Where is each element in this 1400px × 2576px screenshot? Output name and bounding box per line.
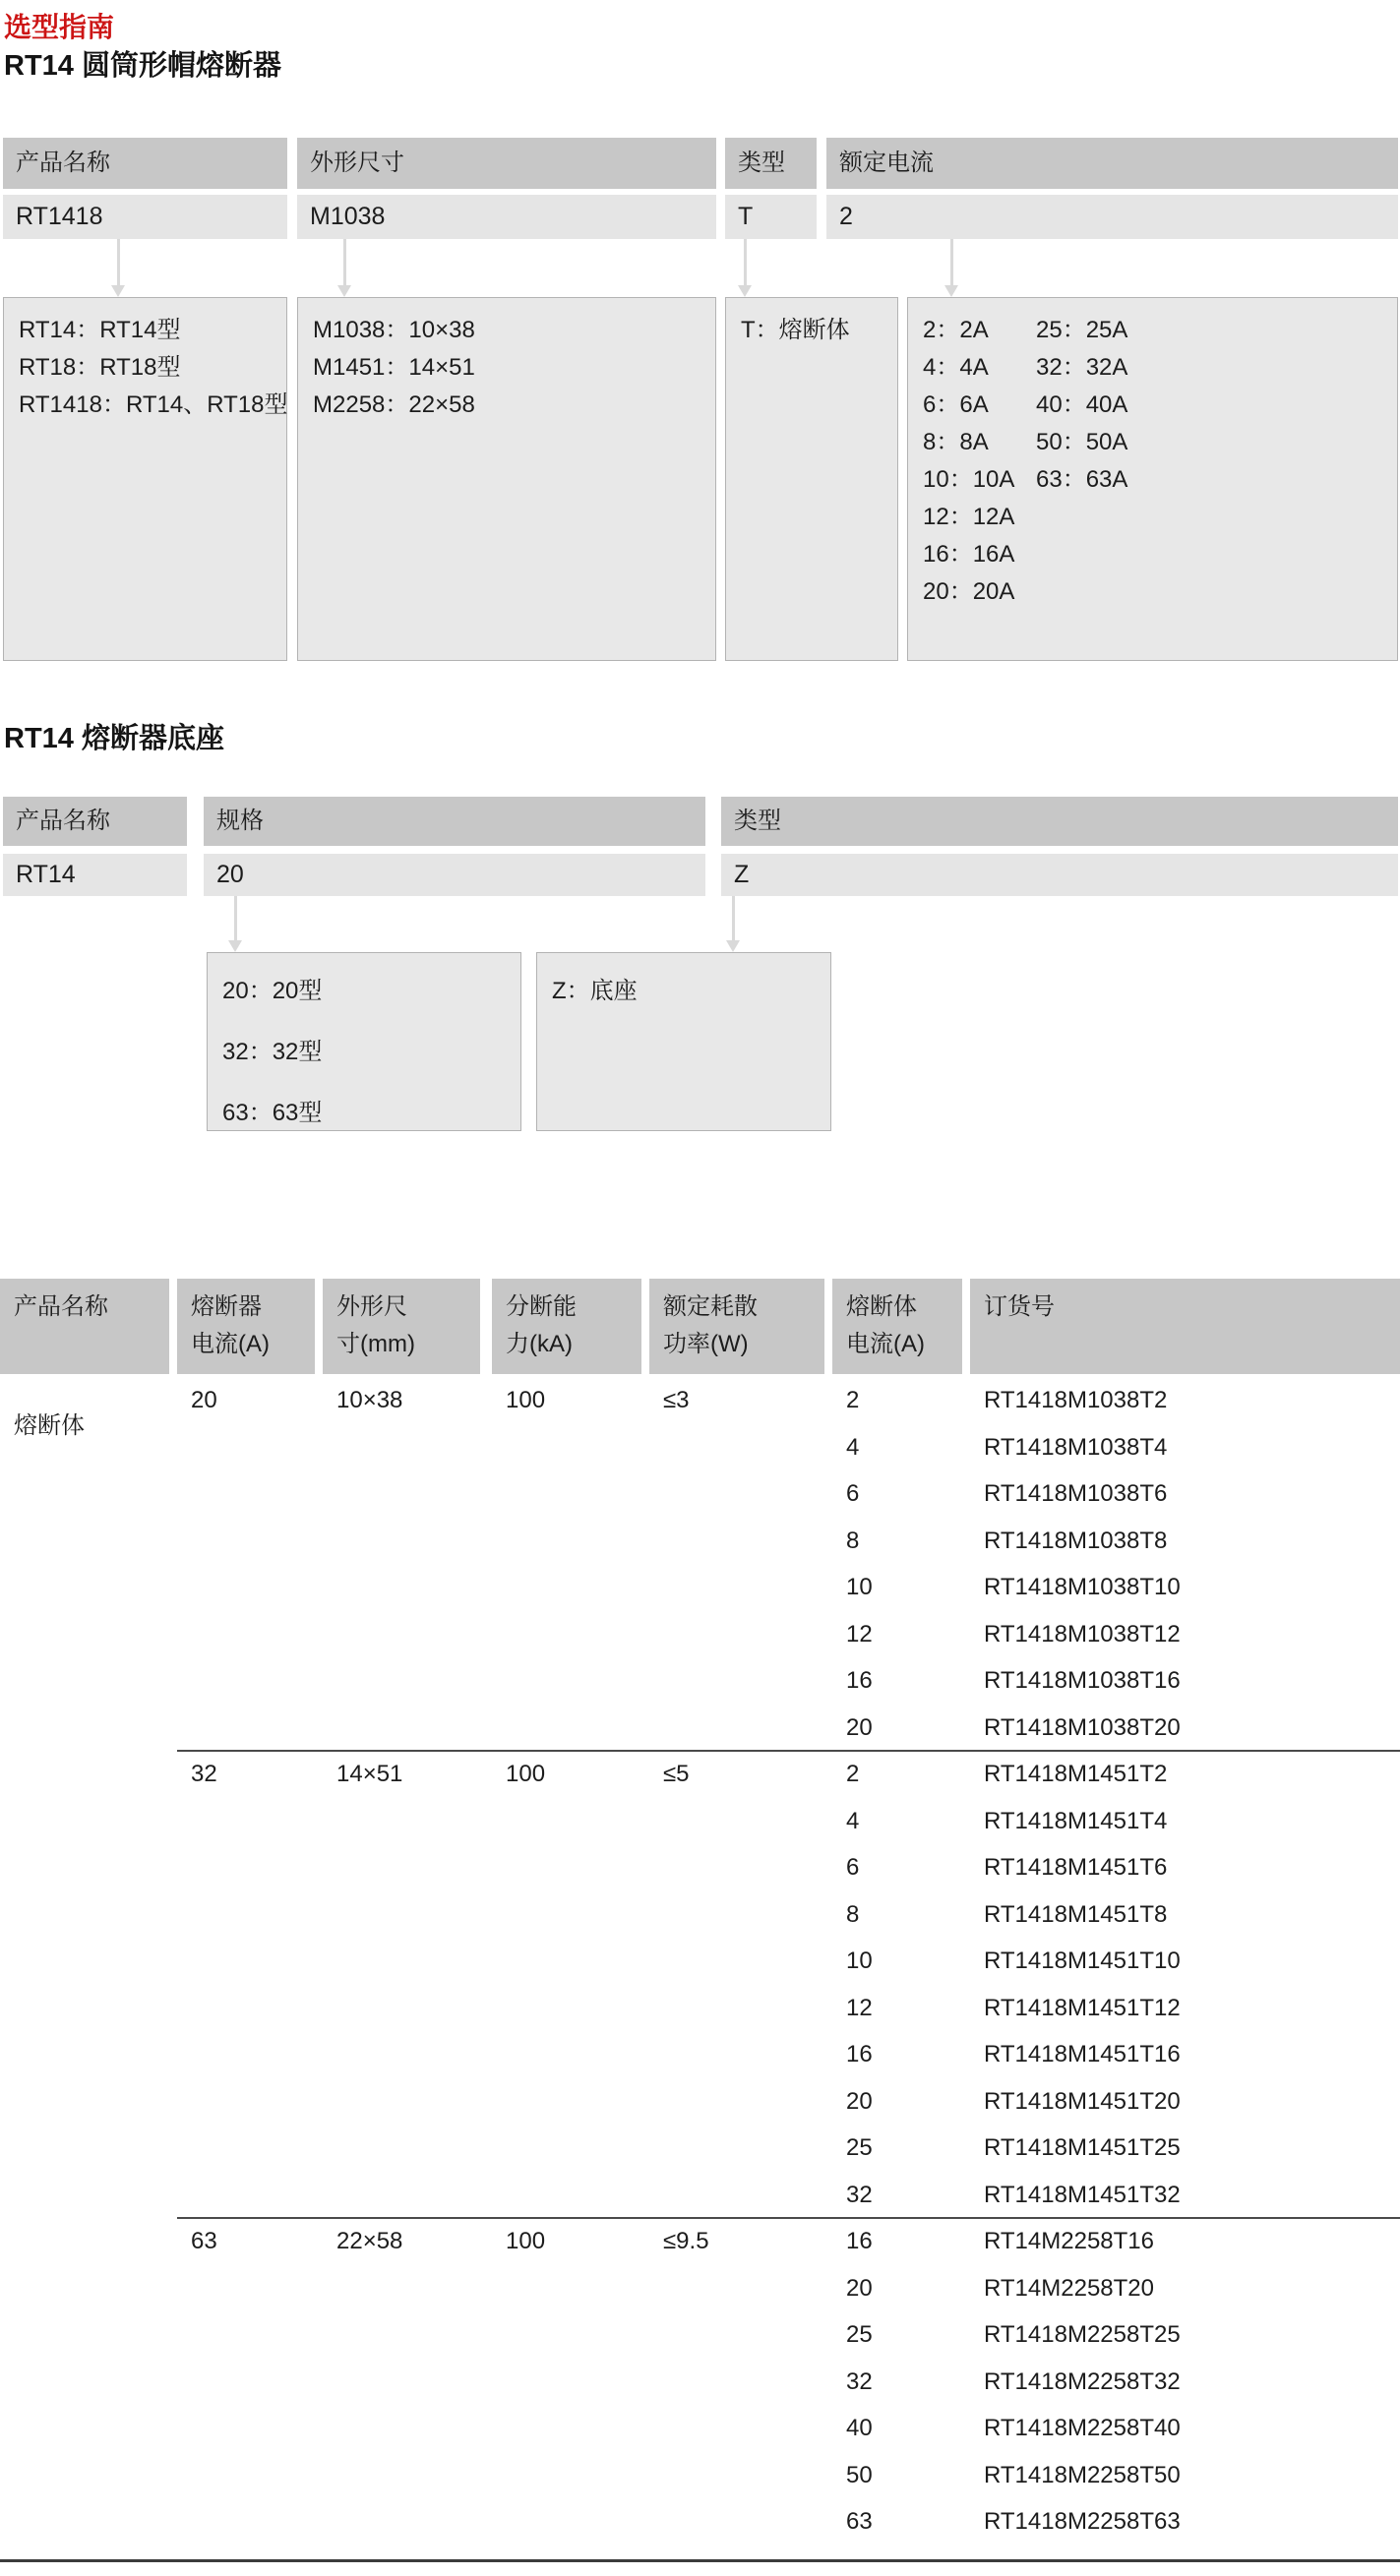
table-row <box>0 1518 1400 1565</box>
order-number-cell: RT1418M1038T12 <box>984 1620 1181 1647</box>
s1-detail-product-name <box>3 297 287 661</box>
s1-value-type: T <box>725 195 817 239</box>
s1-value-rated-current: 2 <box>826 195 1398 239</box>
breaking-capacity-cell: 100 <box>506 2228 546 2254</box>
table-row <box>0 1798 1400 1845</box>
body-current-cell: 25 <box>846 2321 873 2348</box>
body-current-cell: 12 <box>846 1994 873 2021</box>
detail-line: 20：20型 <box>222 978 323 1004</box>
order-number-cell: RT1418M2258T40 <box>984 2415 1181 2441</box>
fuse-current-cell: 20 <box>191 1387 217 1413</box>
order-table-group <box>0 1377 1400 1751</box>
s1-header-type: 类型 <box>725 138 817 189</box>
detail-line: 25：25A <box>1036 317 1128 343</box>
detail-line: 20：20A <box>923 578 1015 605</box>
table-row <box>0 1891 1400 1939</box>
body-current-cell: 4 <box>846 1433 860 1461</box>
body-current-cell: 10 <box>846 1574 873 1600</box>
order-number-cell: RT1418M1038T8 <box>984 1527 1168 1554</box>
order-table-group <box>0 1751 1400 2218</box>
detail-line: 32：32A <box>1036 354 1128 381</box>
table-row <box>0 1611 1400 1658</box>
order-number-cell: RT14M2258T16 <box>984 2228 1154 2254</box>
table-row <box>0 2078 1400 2126</box>
detail-line: M2258：22×58 <box>313 391 475 418</box>
order-number-cell: RT1418M1038T10 <box>984 1574 1181 1600</box>
current-list-left <box>908 312 1014 611</box>
detail-line: 6：6A <box>923 391 989 418</box>
s1-header-rated-current: 额定电流 <box>826 138 1398 189</box>
detail-line: 40：40A <box>1036 391 1128 418</box>
table-row <box>0 2452 1400 2499</box>
body-current-cell: 25 <box>846 2134 873 2161</box>
body-current-cell: 8 <box>846 1900 860 1928</box>
table-row <box>0 1705 1400 1752</box>
order-number-cell: RT1418M1038T16 <box>984 1667 1181 1694</box>
header-line: 分断能 <box>506 1293 577 1320</box>
breaking-capacity-cell: 100 <box>506 1387 546 1413</box>
order-number-cell: RT1418M2258T63 <box>984 2508 1181 2535</box>
s2-value-product-name: RT14 <box>3 854 187 896</box>
body-current-cell: 20 <box>846 2274 873 2302</box>
arrow-down-icon <box>234 896 237 941</box>
detail-line: 63：63型 <box>222 1100 323 1126</box>
order-table-groups <box>0 1377 1400 2546</box>
dimension-cell: 10×38 <box>336 1387 403 1413</box>
s2-value-type: Z <box>721 854 1398 896</box>
body-current-cell: 40 <box>846 2415 873 2441</box>
order-number-cell: RT1418M1451T6 <box>984 1854 1168 1881</box>
table-row <box>0 1564 1400 1611</box>
order-header-breaking-capacity <box>492 1279 641 1374</box>
detail-line: M1038：10×38 <box>313 317 475 343</box>
table-row <box>0 2498 1400 2546</box>
row-label-fuse-body: 熔断体 <box>14 1412 85 1439</box>
detail-line: 10：10A <box>923 466 1015 493</box>
body-current-cell: 16 <box>846 2228 873 2254</box>
table-row <box>0 2218 1400 2265</box>
table-row <box>0 2125 1400 2172</box>
header-line: 熔断体 <box>846 1293 917 1320</box>
order-number-cell: RT1418M2258T25 <box>984 2321 1181 2348</box>
detail-line: RT18：RT18型 <box>19 354 181 381</box>
s2-detail-type <box>536 952 831 1131</box>
detail-line: 8：8A <box>923 429 989 455</box>
table-bottom-rule <box>0 2559 1400 2562</box>
body-current-cell: 2 <box>846 1761 860 1787</box>
header-line: 订货号 <box>984 1293 1055 1320</box>
table-row <box>0 1657 1400 1705</box>
table-row <box>0 2031 1400 2078</box>
power-dissipation-cell: ≤9.5 <box>663 2228 709 2254</box>
order-number-cell: RT1418M1451T32 <box>984 2181 1181 2208</box>
header-line: 产品名称 <box>14 1293 108 1320</box>
order-number-cell: RT1418M1038T2 <box>984 1387 1168 1413</box>
detail-line: RT14：RT14型 <box>19 317 181 343</box>
table-row <box>0 1377 1400 1439</box>
order-number-cell: RT1418M1451T12 <box>984 1994 1181 2021</box>
fuse-current-cell: 63 <box>191 2228 217 2254</box>
body-current-cell: 32 <box>846 2181 873 2208</box>
order-number-cell: RT1418M1038T6 <box>984 1480 1168 1507</box>
order-header-power-dissipation <box>649 1279 824 1374</box>
detail-line: 16：16A <box>923 541 1015 568</box>
body-current-cell: 16 <box>846 2041 873 2067</box>
header-line: 寸(mm) <box>336 1331 415 1357</box>
s1-header-product-name: 产品名称 <box>3 138 287 189</box>
order-header-order-number <box>970 1279 1400 1374</box>
body-current-cell: 12 <box>846 1620 873 1647</box>
order-header-dimensions <box>323 1279 480 1374</box>
body-current-cell: 10 <box>846 1947 873 1974</box>
order-number-cell: RT14M2258T20 <box>984 2274 1154 2302</box>
detail-line: Z：底座 <box>552 978 638 1004</box>
order-number-cell: RT1418M1451T4 <box>984 1807 1168 1834</box>
order-number-cell: RT1418M1038T4 <box>984 1433 1168 1461</box>
detail-line: 12：12A <box>923 504 1015 530</box>
s2-value-spec: 20 <box>204 854 705 896</box>
s2-header-spec: 规格 <box>204 797 705 846</box>
detail-line: 2：2A <box>923 317 989 343</box>
s2-detail-spec <box>207 952 521 1131</box>
header-line: 外形尺 <box>336 1293 407 1320</box>
order-number-cell: RT1418M2258T50 <box>984 2461 1181 2488</box>
order-number-cell: RT1418M1451T8 <box>984 1900 1168 1928</box>
arrow-down-icon <box>117 239 120 286</box>
detail-line: 32：32型 <box>222 1039 323 1065</box>
header-line: 功率(W) <box>663 1331 749 1357</box>
order-header-product-name <box>0 1279 169 1374</box>
table-row <box>0 1938 1400 1985</box>
order-table-group <box>0 2218 1400 2546</box>
s1-detail-rated-current <box>907 297 1398 661</box>
dimension-cell: 14×51 <box>336 1761 403 1787</box>
s1-value-product-name: RT1418 <box>3 195 287 239</box>
s1-header-dimensions: 外形尺寸 <box>297 138 716 189</box>
page-title: 选型指南 <box>4 12 115 42</box>
body-current-cell: 20 <box>846 1713 873 1741</box>
breaking-capacity-cell: 100 <box>506 1761 546 1787</box>
detail-line: 50：50A <box>1036 429 1128 455</box>
table-row <box>0 2172 1400 2219</box>
fuse-current-cell: 32 <box>191 1761 217 1787</box>
detail-line: T：熔断体 <box>741 317 850 343</box>
order-header-body-current <box>832 1279 962 1374</box>
table-row <box>0 2265 1400 2312</box>
detail-line: M1451：14×51 <box>313 354 475 381</box>
detail-line: 4：4A <box>923 354 989 381</box>
s1-detail-dimensions <box>297 297 716 661</box>
order-number-cell: RT1418M1451T16 <box>984 2041 1181 2067</box>
section2-title: RT14 熔断器底座 <box>4 723 224 754</box>
table-row <box>0 1844 1400 1891</box>
body-current-cell: 63 <box>846 2508 873 2535</box>
s1-detail-type <box>725 297 898 661</box>
detail-line: RT1418：RT14、RT18型 <box>19 391 288 418</box>
body-current-cell: 8 <box>846 1527 860 1554</box>
body-current-cell: 50 <box>846 2461 873 2488</box>
table-row <box>0 1470 1400 1518</box>
body-current-cell: 6 <box>846 1480 860 1507</box>
table-row <box>0 2311 1400 2359</box>
order-number-cell: RT1418M1451T25 <box>984 2134 1181 2161</box>
header-line: 电流(A) <box>191 1331 270 1357</box>
arrow-down-icon <box>950 239 953 286</box>
body-current-cell: 4 <box>846 1807 860 1834</box>
body-current-cell: 32 <box>846 2367 873 2395</box>
order-number-cell: RT1418M1038T20 <box>984 1713 1181 1741</box>
body-current-cell: 20 <box>846 2087 873 2115</box>
power-dissipation-cell: ≤3 <box>663 1387 690 1413</box>
order-number-cell: RT1418M1451T10 <box>984 1947 1181 1974</box>
current-list-right <box>1021 312 1127 499</box>
table-row <box>0 1985 1400 2032</box>
power-dissipation-cell: ≤5 <box>663 1761 690 1787</box>
order-number-cell: RT1418M2258T32 <box>984 2367 1181 2395</box>
header-line: 熔断器 <box>191 1293 262 1320</box>
arrow-down-icon <box>744 239 747 286</box>
header-line: 力(kA) <box>506 1331 573 1357</box>
section1-title: RT14 圆筒形帽熔断器 <box>4 50 281 82</box>
arrow-down-icon <box>343 239 346 286</box>
order-number-cell: RT1418M1451T2 <box>984 1761 1168 1787</box>
table-row <box>0 1424 1400 1471</box>
order-header-fuse-current <box>177 1279 315 1374</box>
order-number-cell: RT1418M1451T20 <box>984 2087 1181 2115</box>
dimension-cell: 22×58 <box>336 2228 403 2254</box>
table-row <box>0 2405 1400 2452</box>
arrow-down-icon <box>732 896 735 941</box>
s2-header-type: 类型 <box>721 797 1398 846</box>
header-line: 电流(A) <box>846 1331 925 1357</box>
body-current-cell: 16 <box>846 1667 873 1694</box>
table-row <box>0 2359 1400 2406</box>
header-line: 额定耗散 <box>663 1293 758 1320</box>
s1-value-dimensions: M1038 <box>297 195 716 239</box>
detail-line: 63：63A <box>1036 466 1128 493</box>
table-row <box>0 1751 1400 1798</box>
s2-header-product-name: 产品名称 <box>3 797 187 846</box>
body-current-cell: 6 <box>846 1854 860 1881</box>
body-current-cell: 2 <box>846 1387 860 1413</box>
